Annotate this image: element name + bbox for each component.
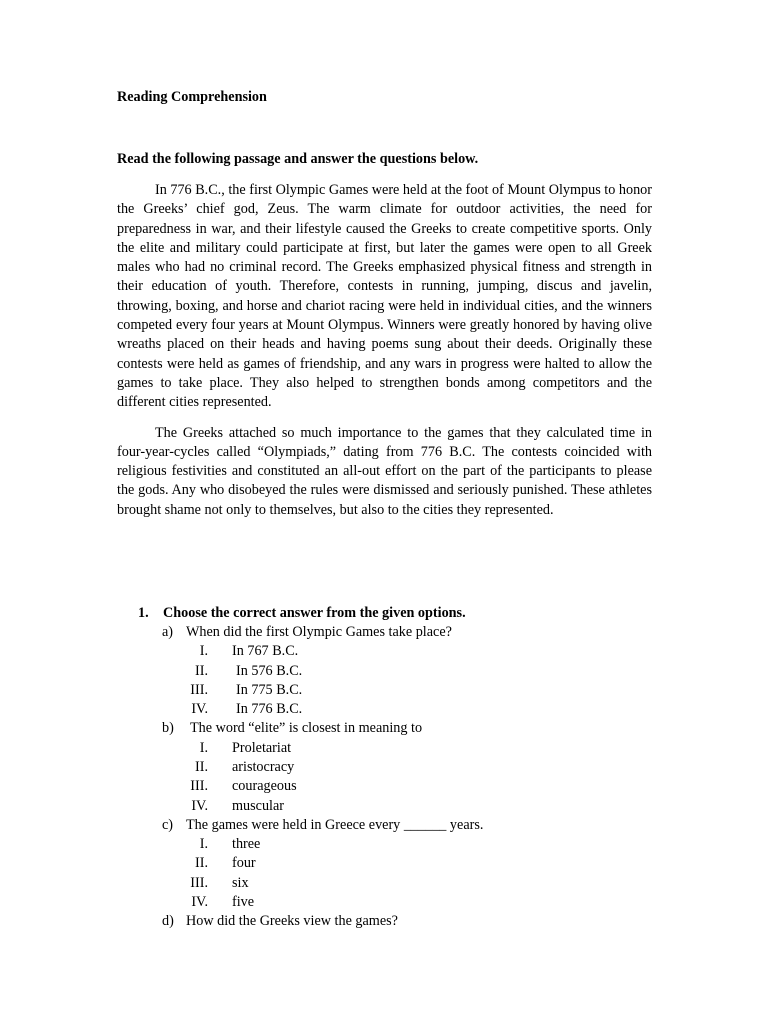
- option-number: IV.: [191, 798, 208, 814]
- passage-paragraph-1: In 776 B.C., the first Olympic Games were held at the foot of Mount Olympus to honor the Greeks’ chief god, Zeus. The warm climate for outdoor activities, the need for preparedness in war, and their lifestyle caused the Greeks to create competitive sports. Only the elite and military could participate at first, but later the games were open to all Greek males who had no criminal record. The Greeks emphasized physical fitness and strength in their education of youth. Therefore, contests in running, jumping, discus and javelin, throwing, boxing, and horse and chariot racing were held in individual cities, and the winners competed every four years at Mount Olympus. Winners were greatly honored by having olive wreaths placed on their heads and having poems sung about their deeds. Originally these contests were held as games of friendship, and any wars in progress were halted to allow the games to take place. They also helped to strengthen bonds among competitors and the different cities represented.: [117, 182, 652, 411]
- option-number: III.: [190, 778, 208, 794]
- page-title: Reading Comprehension: [117, 89, 267, 105]
- option-number: I.: [199, 643, 208, 659]
- subquestion-letter: a): [162, 624, 174, 640]
- option-text: courageous: [232, 778, 297, 794]
- option-number: IV.: [191, 894, 208, 910]
- option-text: three: [232, 836, 261, 852]
- subquestion-text: The word “elite” is closest in meaning to: [190, 720, 423, 736]
- option-text: In 767 B.C.: [232, 643, 299, 659]
- subquestion-letter: d): [162, 913, 174, 929]
- option-number: IV.: [191, 701, 208, 717]
- option-text: four: [232, 855, 256, 871]
- passage: [117, 181, 652, 520]
- option-number: III.: [190, 682, 208, 698]
- option-number: III.: [190, 875, 208, 891]
- option-number: I.: [199, 836, 208, 852]
- subquestion-letter: b): [162, 720, 174, 736]
- option-text: six: [232, 875, 249, 891]
- option-number: I.: [199, 740, 208, 756]
- subquestion-text: How did the Greeks view the games?: [186, 913, 398, 929]
- option-text: Proletariat: [232, 740, 292, 756]
- option-number: II.: [195, 759, 208, 775]
- subquestion-letter: c): [162, 817, 174, 833]
- question-text: Choose the correct answer from the given options.: [163, 605, 466, 621]
- instruction: Read the following passage and answer the questions below.: [117, 151, 479, 167]
- option-text: muscular: [232, 798, 285, 814]
- option-number: II.: [195, 663, 208, 679]
- subquestion-text: When did the first Olympic Games take place?: [186, 624, 452, 640]
- option-number: II.: [195, 855, 208, 871]
- option-text: In 776 B.C.: [236, 701, 303, 717]
- option-text: In 775 B.C.: [236, 682, 303, 698]
- option-text: aristocracy: [232, 759, 295, 775]
- passage-paragraph-2: The Greeks attached so much importance to the games that they calculated time in four-year-cycles called “Olympiads,” dating from 776 B.C. The contests coincided with religious festivities and constituted an all-out effort on the part of the participants to please the gods. Any who disobeyed the rules were dismissed and seriously punished. These athletes brought shame not only to themselves, but also to the cities they represented.: [117, 424, 652, 518]
- option-text: five: [232, 894, 255, 910]
- option-text: In 576 B.C.: [236, 663, 303, 679]
- subquestion-text: The games were held in Greece every ______ years.: [186, 817, 484, 833]
- question-number: 1.: [138, 605, 149, 621]
